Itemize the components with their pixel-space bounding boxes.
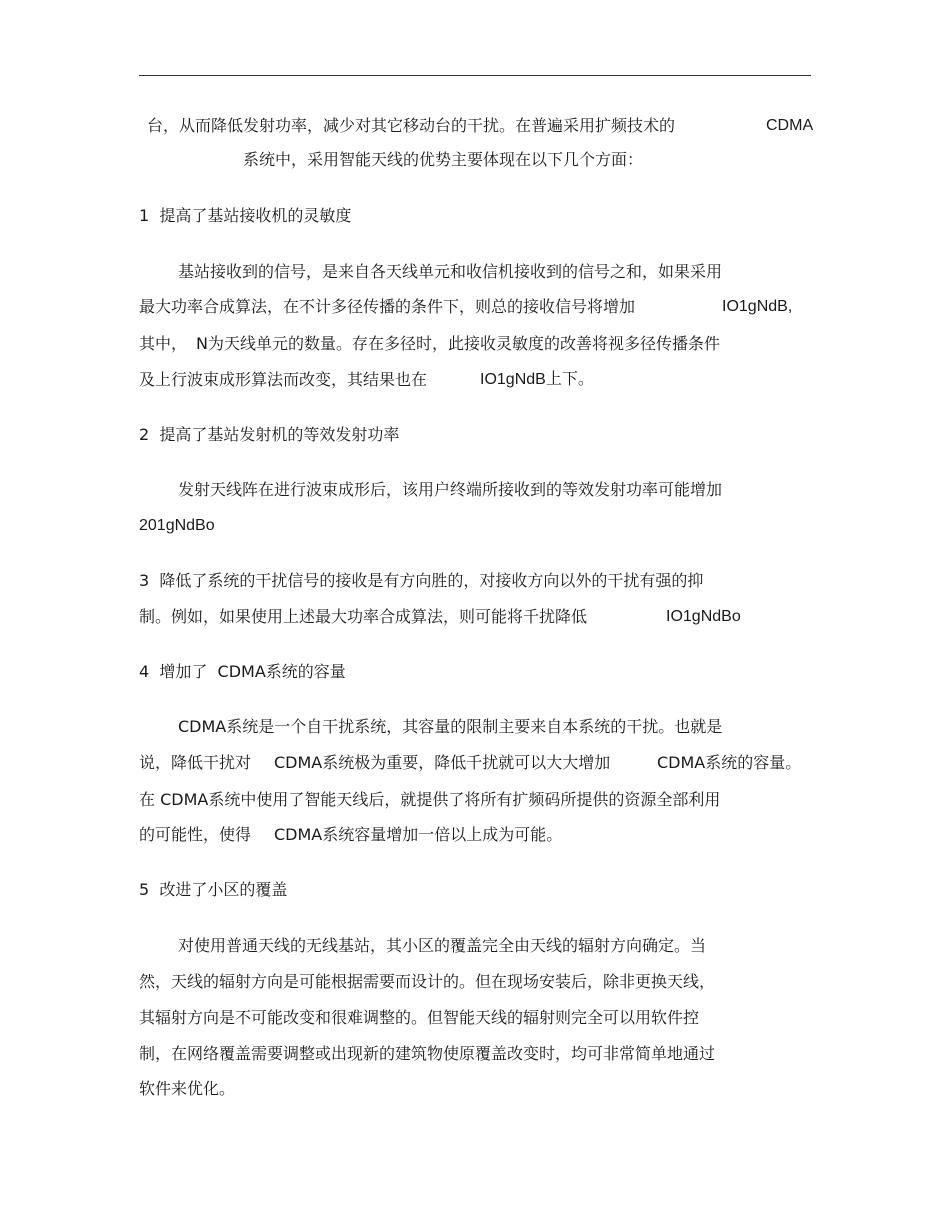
text-line: 其辐射方向是不可能改变和很难调整的。但智能天线的辐射则完全可以用软件控 xyxy=(139,1008,700,1027)
text-line: 201gNdBo xyxy=(139,517,215,534)
text-line: CDMA系统是一个自干扰系统，其容量的限制主要来自本系统的干扰。也就是 xyxy=(178,717,723,736)
section-heading: 4 增加了 CDMA系统的容量 xyxy=(139,662,346,681)
text-line: 制。例如，如果使用上述最大功率合成算法，则可能将千扰降低 xyxy=(139,607,588,626)
text-line: 系统中，采用智能天线的优势主要体现在以下几个方面： xyxy=(243,150,644,169)
text-line: 发射天线阵在进行波束成形后，该用户终端所接收到的等效发射功率可能增加 xyxy=(178,480,723,499)
text-line: 其中， xyxy=(139,334,188,353)
text-line: 的可能性，使得 xyxy=(139,825,252,844)
text-line: 然，天线的辐射方向是可能根据需要而设计的。但在现场安装后，除非更换天线， xyxy=(139,972,716,991)
text-line: CDMA系统容量增加一倍以上成为可能。 xyxy=(274,825,563,844)
text-line: IO1gNdB上下。 xyxy=(480,371,594,388)
text-line: N为天线单元的数量。存在多径时，此接收灵敏度的改善将视多径传播条件 xyxy=(196,334,720,353)
section-heading: 2 提高了基站发射机的等效发射功率 xyxy=(139,425,400,444)
text-line: CDMA xyxy=(766,117,814,134)
text-line: 在 CDMA系统中使用了智能天线后，就提供了将所有扩频码所提供的资源全部利用 xyxy=(139,790,721,809)
text-line: 对使用普通天线的无线基站，其小区的覆盖完全由天线的辐射方向确定。当 xyxy=(178,936,707,955)
section-heading: 5 改进了小区的覆盖 xyxy=(139,880,288,899)
text-line: 及上行波束成形算法而改变，其结果也在 xyxy=(139,370,428,389)
section-heading: 3 降低了系统的干扰信号的接收是有方向胜的，对接收方向以外的干扰有强的抑 xyxy=(139,571,704,590)
text-line: 制，在网络覆盖需要调整或出现新的建筑物使原覆盖改变时，均可非常简单地通过 xyxy=(139,1044,716,1063)
text-line: 台，从而降低发射功率，减少对其它移动台的干扰。在普遍采用扩频技术的 xyxy=(147,116,676,135)
text-line: 基站接收到的信号，是来自各天线单元和收信机接收到的信号之和，如果采用 xyxy=(178,262,723,281)
text-line: IO1gNdBo xyxy=(666,608,741,625)
text-line: CDMA系统的容量。 xyxy=(657,753,802,772)
text-line: CDMA系统极为重要，降低千扰就可以大大增加 xyxy=(274,753,611,772)
section-heading: 1 提高了基站接收机的灵敏度 xyxy=(139,206,352,225)
text-line: 软件来优化。 xyxy=(139,1079,236,1098)
header-rule xyxy=(139,75,811,76)
text-line: 最大功率合成算法，在不计多径传播的条件下，则总的接收信号将增加 xyxy=(139,297,636,316)
text-line: IO1gNdB, xyxy=(722,298,793,315)
text-line: 说，降低干扰对 xyxy=(139,753,252,772)
